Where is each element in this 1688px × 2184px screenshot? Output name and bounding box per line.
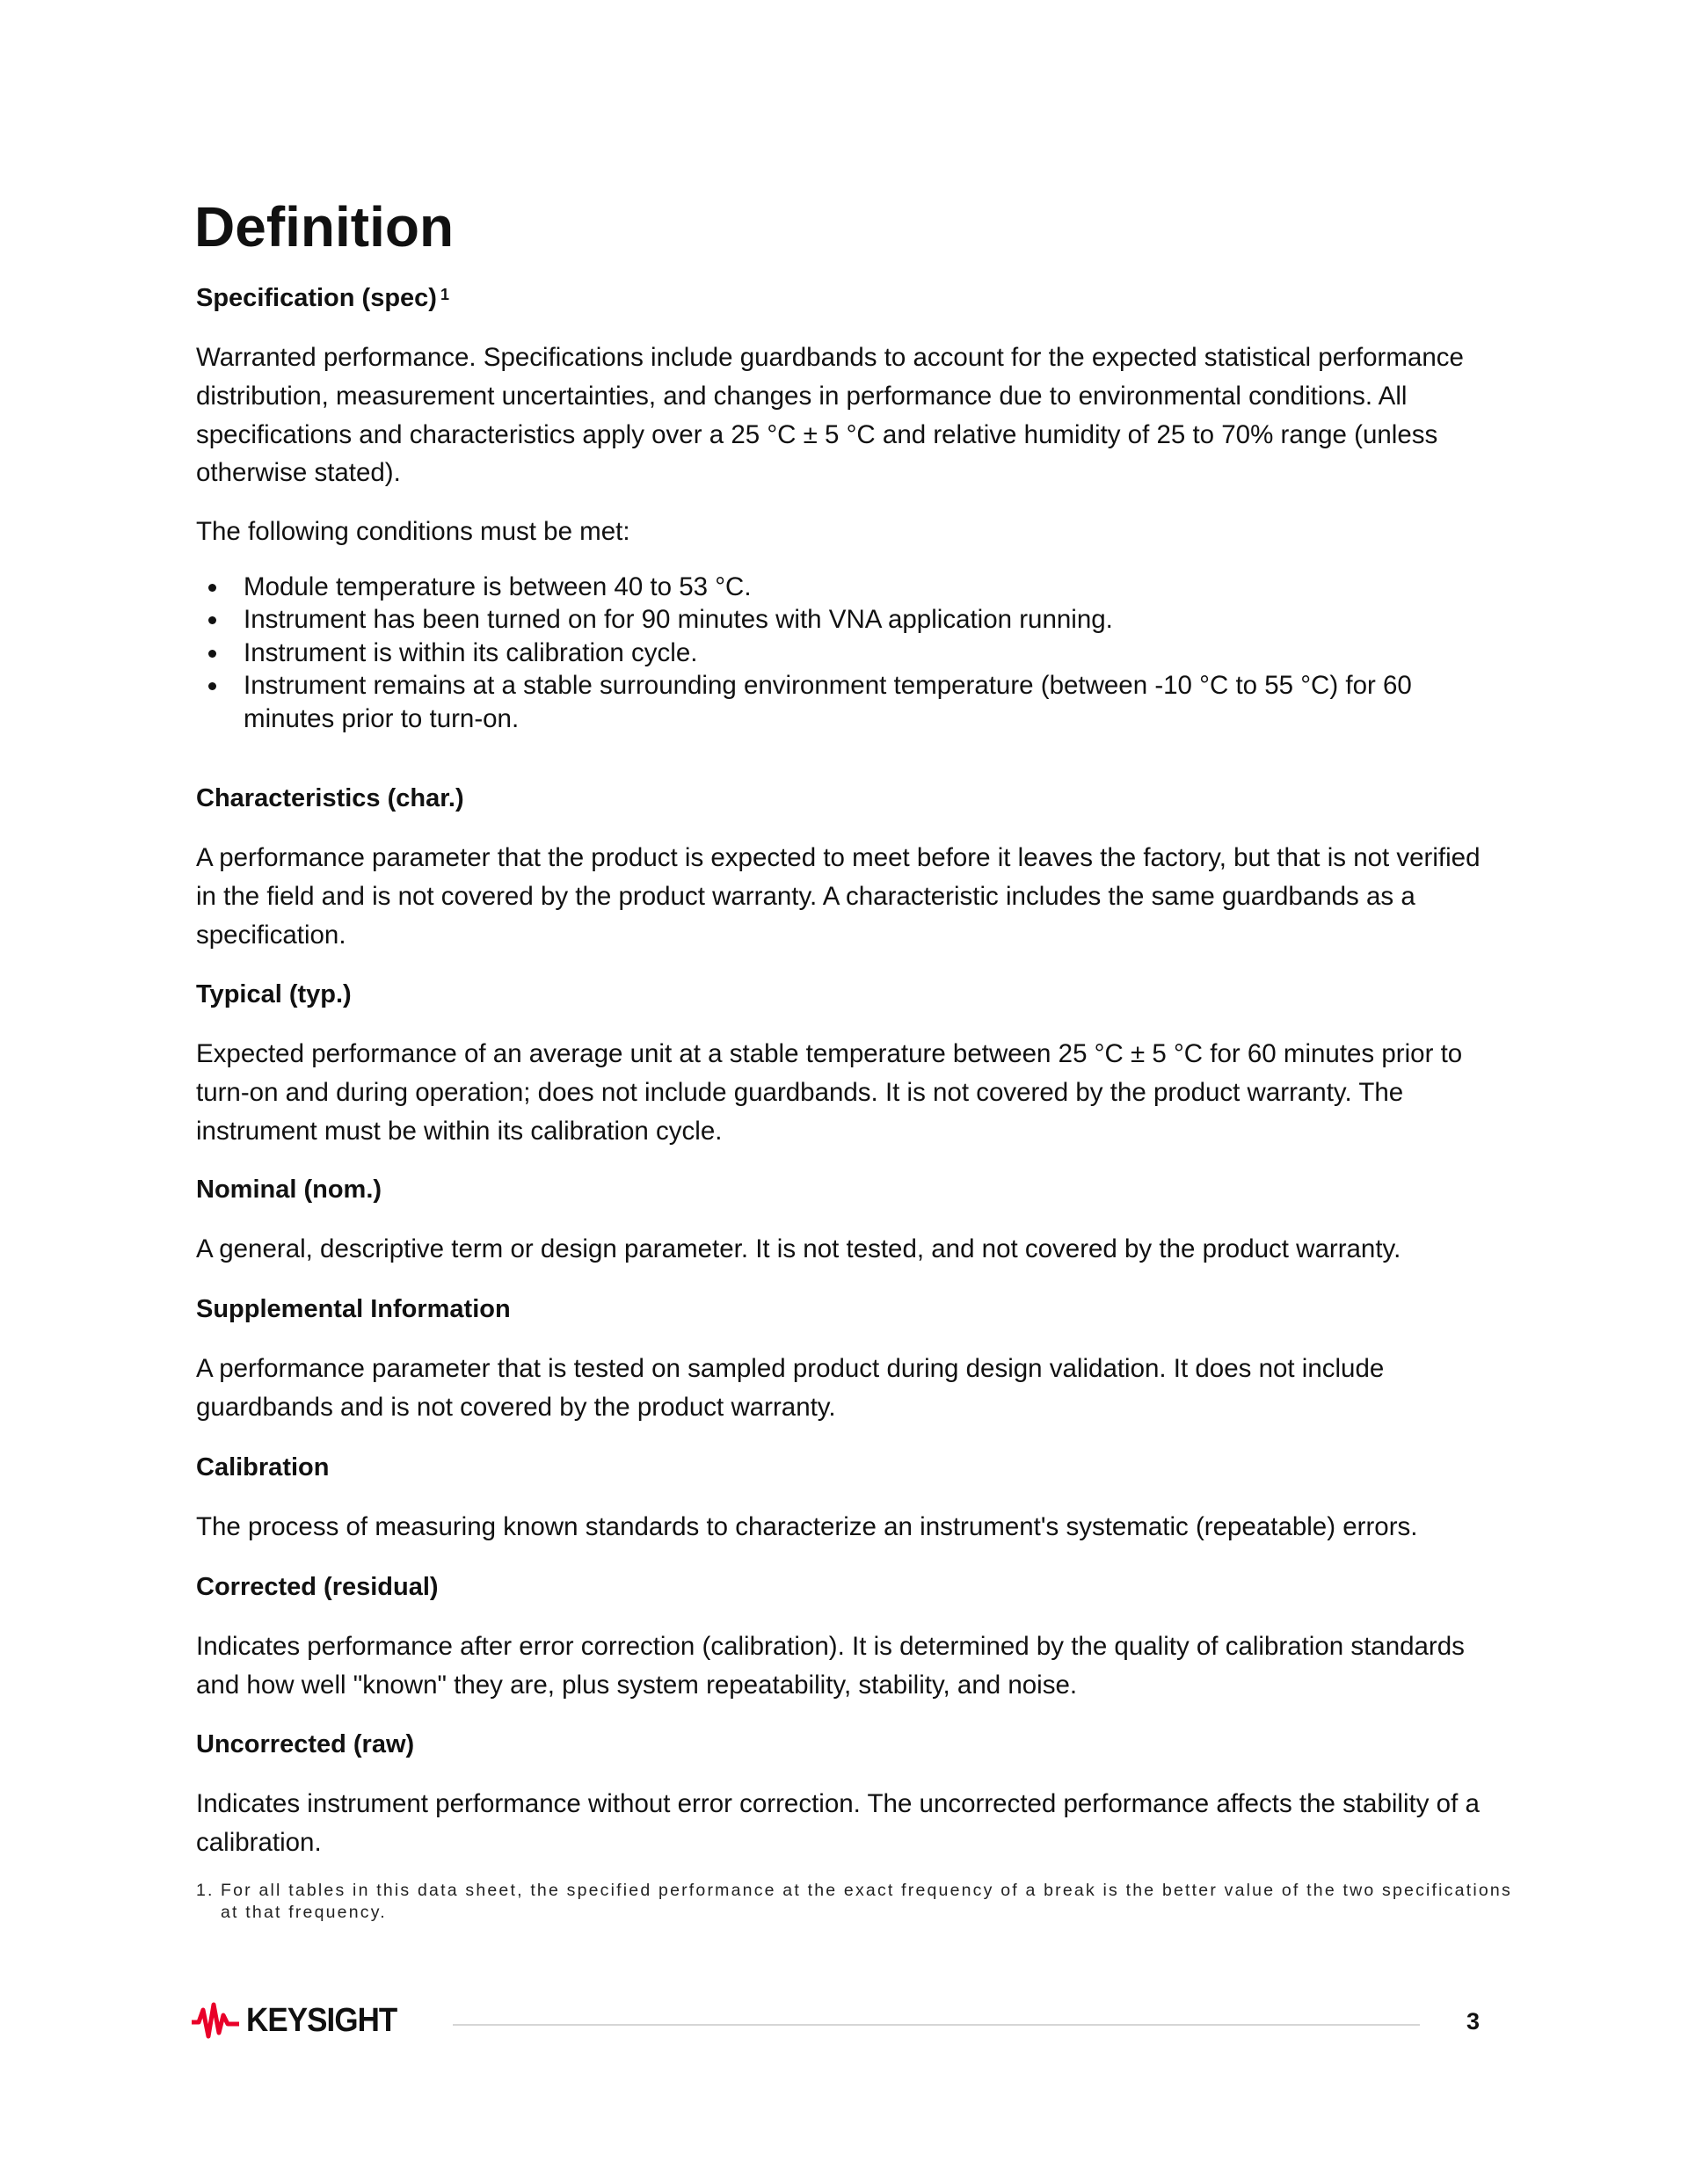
section-heading: Calibration bbox=[196, 1453, 330, 1481]
section-body: The process of measuring known standards to characterize an instrument's systematic (repeatable) errors. bbox=[196, 1512, 1418, 1541]
bullet-icon bbox=[208, 584, 216, 592]
section-body: Indicates performance after error correction (calibration). It is determined by the quality of calibration standards and how well "known" they are, plus system repeatability, stability, and noise. bbox=[196, 1632, 1465, 1700]
list-item bbox=[196, 603, 1486, 637]
footnote-content bbox=[196, 1880, 1512, 1924]
list-item bbox=[196, 571, 1486, 604]
bullet-icon bbox=[208, 650, 216, 658]
section-supplemental bbox=[196, 1292, 1486, 1427]
section-corrected bbox=[196, 1569, 1486, 1705]
list-item bbox=[196, 637, 1486, 670]
footnote bbox=[196, 1880, 1512, 1924]
section-typical bbox=[196, 977, 1486, 1150]
list-item-text: Module temperature is between 40 to 53 °C. bbox=[244, 571, 752, 601]
section-body: A performance parameter that the product is expected to meet before it leaves the factory, but that is not verified in the field and is not covered by the product warranty. A characteristic includes the same guardbands as a specification. bbox=[196, 843, 1481, 950]
list-item-text: Instrument is within its calibration cycle. bbox=[244, 637, 698, 667]
section-body: A general, descriptive term or design parameter. It is not tested, and not covered by the product warranty. bbox=[196, 1234, 1401, 1263]
bullet-icon bbox=[208, 682, 216, 690]
conditions-intro: The following conditions must be met: bbox=[196, 517, 630, 547]
section-body: Warranted performance. Specifications include guardbands to account for the expected statistical performance distribution, measurement uncertainties, and changes in performance due to environmental conditions. All specifications and characteristics apply over a 25 °C ± 5 °C and relative humidity of 25 to 70% range (unless otherwise stated). bbox=[196, 343, 1464, 488]
conditions-list bbox=[196, 571, 1486, 736]
section-heading: Corrected (residual) bbox=[196, 1573, 439, 1601]
section-specification bbox=[196, 280, 1486, 735]
section-heading bbox=[196, 280, 1486, 316]
section-heading: Supplemental Information bbox=[196, 1295, 511, 1323]
section-heading: Characteristics (char.) bbox=[196, 784, 464, 812]
section-characteristics bbox=[196, 781, 1486, 954]
section-calibration bbox=[196, 1450, 1556, 1547]
brand-name: KEYSIGHT bbox=[246, 2001, 397, 2039]
section-body: A performance parameter that is tested on sampled product during design validation. It does not include guardbands and is not covered by the product warranty. bbox=[196, 1354, 1385, 1422]
heading-text: Specification (spec) bbox=[196, 284, 437, 312]
section-body: Expected performance of an average unit at a stable temperature between 25 °C ± 5 °C for 60 minutes prior to turn-on and during operation; does not include guardbands. It is not covered by the product warranty. The instrument must be within its calibration cycle. bbox=[196, 1039, 1463, 1146]
section-uncorrected bbox=[196, 1727, 1486, 1862]
footnote-text: For all tables in this data sheet, the specified performance at the exact frequency of a break is the better value of the two specifications at that frequency. bbox=[221, 1881, 1512, 1922]
list-item-text: Instrument remains at a stable surrounding environment temperature (between -10 °C to 55 °C) for 60 minutes prior to turn-on. bbox=[244, 671, 1412, 733]
list-item bbox=[196, 669, 1486, 735]
page-title: Definition bbox=[194, 195, 455, 258]
keysight-logo bbox=[190, 2001, 410, 2040]
section-heading: Nominal (nom.) bbox=[196, 1176, 382, 1204]
section-nominal bbox=[196, 1172, 1486, 1269]
list-item-text: Instrument has been turned on for 90 minutes with VNA application running. bbox=[244, 605, 1113, 635]
page-number: 3 bbox=[1466, 2008, 1481, 2035]
section-body: Indicates instrument performance without error correction. The uncorrected performance affects the stability of a calibration. bbox=[196, 1789, 1480, 1857]
keysight-wave-icon bbox=[190, 2001, 241, 2040]
footer-divider bbox=[453, 2024, 1420, 2026]
bullet-icon bbox=[208, 616, 216, 624]
section-heading: Uncorrected (raw) bbox=[196, 1730, 415, 1758]
footnote-ref[interactable]: 1 bbox=[440, 286, 449, 303]
section-heading: Typical (typ.) bbox=[196, 980, 352, 1008]
footnote-number: 1. bbox=[196, 1881, 215, 1900]
